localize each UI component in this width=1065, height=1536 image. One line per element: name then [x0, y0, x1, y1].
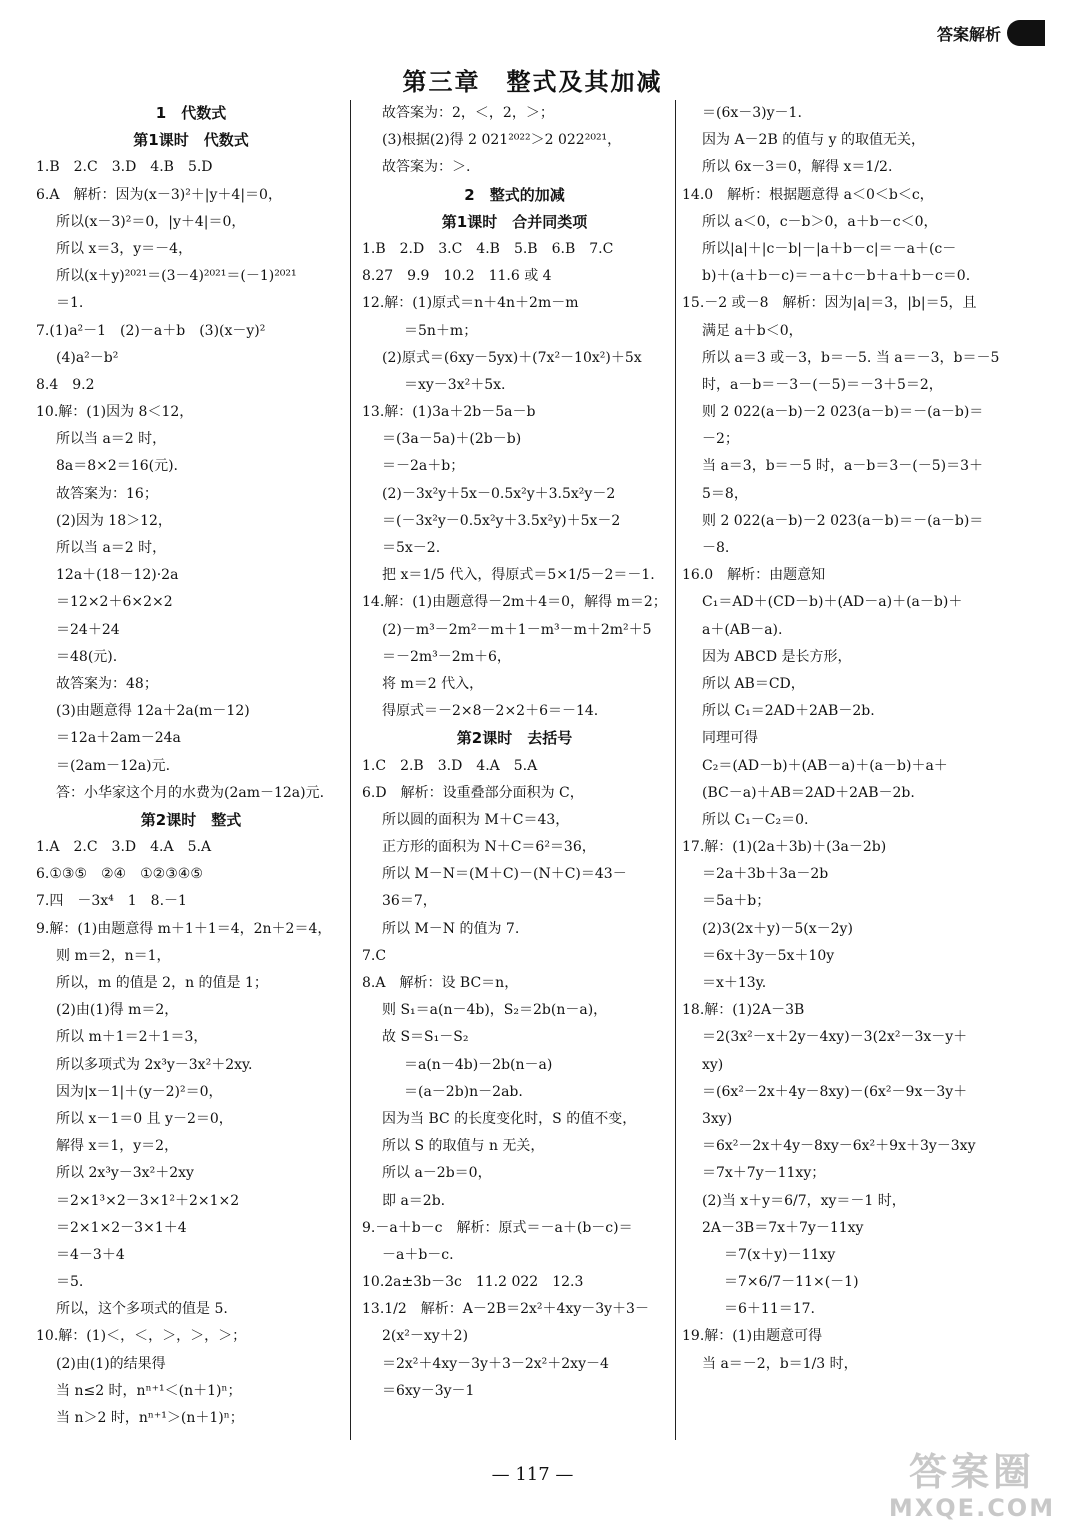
answer-line: 当 n≤2 时，nⁿ⁺¹＜(n＋1)ⁿ；	[56, 1382, 242, 1399]
answer-line: 1.A 2.C 3.D 4.A 5.A	[36, 839, 212, 856]
answer-line: ＝－2a＋b；	[382, 458, 465, 475]
answer-line: xy)	[702, 1056, 724, 1073]
answer-line: (2)由(1)得 m＝2，	[56, 1002, 179, 1019]
answer-line: 8.27 9.9 10.2 11.6 或 4	[362, 268, 552, 285]
answer-line: 满足 a＋b＜0，	[702, 322, 803, 339]
answer-line: ＝1.	[56, 295, 84, 312]
answer-line: C₂＝(AD－b)＋(AB－a)＋(a－b)＋a＋	[702, 757, 948, 774]
answer-line: 7.(1)a²－1 (2)－a＋b (3)(x－y)²	[36, 322, 266, 339]
answer-column-middle	[362, 100, 667, 1405]
answer-line: 9.解：(1)由题意得 m＋1＋1＝4，2n＋2＝4，	[36, 920, 332, 937]
answer-line: 所以(x－3)²＝0，|y＋4|＝0，	[56, 213, 246, 230]
watermark-text: 答案圈	[908, 1450, 1035, 1494]
answer-line: ＝a(n－4b)－2b(n－a)	[404, 1056, 553, 1073]
answer-line: 所以 a－2b＝0，	[382, 1165, 492, 1182]
answer-line: 所以 a＝3 或－3，b＝－5. 当 a＝－3，b＝－5	[702, 349, 1000, 366]
answer-line: ＝6xy－3y－1	[382, 1382, 475, 1399]
answer-line: 6.A 解析：因为(x－3)²＋|y＋4|＝0，	[36, 186, 282, 203]
answer-line: 因为|x－1|＋(y－2)²＝0，	[56, 1083, 223, 1100]
column-divider	[350, 100, 351, 1440]
answer-line: (BC－a)＋AB＝2AD＋2AB－2b.	[702, 784, 915, 801]
answer-line: ＝7(x＋y)－11xy	[724, 1246, 836, 1263]
answer-line: 12.解：(1)原式＝n＋4n＋2m－m	[362, 295, 579, 312]
answer-line: －8.	[702, 540, 730, 556]
answer-section-label: 答案解析	[936, 24, 1001, 44]
answer-line: ＝(6x²－2x＋4y－8xy)－(6x²－9x－3y＋	[702, 1083, 968, 1100]
answer-line: ＝2×1³×2－3×1²＋2×1×2	[56, 1192, 240, 1209]
answer-line: 所以 a＜0，c－b＞0，a＋b－c＜0，	[702, 213, 938, 230]
answer-line: ＝x＋13y.	[702, 975, 767, 991]
answer-line: ＝(3a－5a)＋(2b－b)	[382, 431, 522, 448]
answer-line: 12a＋(18－12)·2a	[56, 567, 179, 584]
answer-line: 所以 C₁－C₂＝0.	[702, 811, 809, 828]
answer-line: 所以多项式为 2x³y－3x²＋2xy.	[56, 1056, 253, 1073]
answer-line: 14.解：(1)由题意得－2m＋4＝0，解得 m＝2；	[362, 594, 667, 611]
answer-line: 解得 x＝1，y＝2，	[56, 1138, 179, 1155]
answer-line: ＝5.	[56, 1274, 84, 1291]
answer-line: (2)由(1)的结果得	[56, 1355, 166, 1372]
answer-line: ＝(－3x²y－0.5x²y＋3.5x²y)＋5x－2	[382, 512, 621, 529]
answer-line: 1.C 2.B 3.D 4.A 5.A	[362, 757, 538, 774]
answer-line: 17.解：(1)(2a＋3b)＋(3a－2b)	[682, 839, 887, 856]
answer-line: 答：小华家这个月的水费为(2am－12a)元.	[56, 784, 325, 801]
answer-line: 即 a＝2b.	[382, 1192, 446, 1209]
answer-line: 8a＝8×2＝16(元).	[56, 458, 178, 475]
answer-line: 1.B 2.D 3.C 4.B 5.B 6.B 7.C	[362, 240, 614, 257]
answer-line: 所以|a|＋|c－b|－|a＋b－c|＝－a＋(c－	[702, 240, 957, 257]
answer-line: (3)由题意得 12a＋2a(m－12)	[56, 703, 250, 720]
answer-line: 所以，m 的值是 2，n 的值是 1；	[56, 975, 268, 991]
answer-line: 故答案为：2，＜，2，＞；	[382, 105, 554, 121]
answer-line: ＝5n＋m；	[404, 322, 478, 339]
answer-line: 10.解：(1)因为 8＜12，	[36, 404, 194, 421]
lesson-heading: 第2课时 整式	[140, 810, 242, 829]
answer-line: (2)当 x＋y＝6/7，xy＝－1 时，	[702, 1192, 906, 1209]
answer-line: (2)因为 18＞12，	[56, 512, 172, 529]
answer-section-tag	[937, 20, 1045, 46]
answer-line: ＝2a＋3b＋3a－2b	[702, 866, 829, 883]
answer-line: 得原式＝－2×8－2×2＋6＝－14.	[382, 703, 599, 720]
answer-line: 因为 A－2B 的值与 y 的取值无关，	[702, 132, 926, 149]
answer-line: ＝5x－2.	[382, 540, 441, 556]
answer-line: (2)原式＝(6xy－5yx)＋(7x²－10x²)＋5x	[382, 349, 642, 366]
answer-line: 6.D 解析：设重叠部分面积为 C，	[362, 784, 584, 801]
answer-line: 10.解：(1)＜，＜，＞，＞，＞；	[36, 1328, 247, 1345]
answer-line: 所以当 a＝2 时，	[56, 540, 167, 556]
answer-column-left	[36, 100, 346, 1432]
answer-line: ＝12a＋2am－24a	[56, 730, 181, 747]
answer-line: 36＝7，	[382, 893, 437, 910]
answer-line: 1.B 2.C 3.D 4.B 5.D	[36, 159, 213, 176]
answer-line: 故答案为：＞.	[382, 159, 471, 176]
answer-line: ＝2×1×2－3×1＋4	[56, 1219, 187, 1236]
answer-line: 所以圆的面积为 M＋C＝43，	[382, 811, 570, 828]
answer-line: 所以 2x³y－3x²＋2xy	[56, 1165, 194, 1182]
answer-line: ＝4－3＋4	[56, 1246, 125, 1263]
answer-line: 7.四 －3x⁴ 1 8.－1	[36, 893, 187, 910]
watermark-logo	[887, 1450, 1057, 1530]
lesson-heading: 第2课时 去括号	[456, 729, 573, 748]
answer-line: 所以 C₁＝2AD＋2AB－2b.	[702, 703, 875, 720]
chapter-title: 第三章 整式及其加减	[402, 68, 663, 96]
answer-line: 13.解：(1)3a＋2b－5a－b	[362, 404, 536, 421]
answer-line: 所以 AB＝CD，	[702, 675, 805, 692]
tab-marker	[1007, 20, 1045, 46]
answer-line: 所以，这个多项式的值是 5.	[56, 1301, 228, 1318]
answer-line: 3xy)	[702, 1110, 733, 1127]
answer-line: 13.1/2 解析：A－2B＝2x²＋4xy－3y＋3－	[362, 1301, 649, 1318]
answer-line: ＝6x＋3y－5x＋10y	[702, 947, 835, 964]
answer-line: 所以 m＋1＝2＋1＝3，	[56, 1029, 208, 1046]
answer-line: ＝12×2＋6×2×2	[56, 594, 173, 611]
page-number: — 117 —	[491, 1464, 574, 1485]
answer-line: 当 a＝－2，b＝1/3 时，	[702, 1355, 858, 1372]
answer-line: 19.解：(1)由题意可得	[682, 1328, 823, 1345]
answer-line: 所以 M－N 的值为 7.	[382, 920, 520, 937]
answer-line: (3)根据(2)得 2 021²⁰²²＞2 022²⁰²¹，	[382, 132, 622, 149]
answer-line: 15.－2 或－8 解析：因为|a|＝3，|b|＝5，且	[682, 295, 977, 312]
answer-line: 2(x²－xy＋2)	[382, 1328, 469, 1345]
answer-line: ＝(a－2b)n－2ab.	[404, 1083, 523, 1100]
answer-line: 16.0 解析：由题意知	[682, 567, 826, 584]
answer-line: 8.A 解析：设 BC＝n，	[362, 975, 519, 991]
answer-line: 18.解：(1)2A－3B	[682, 1002, 805, 1019]
answer-line: 则 2 022(a－b)－2 023(a－b)＝－(a－b)＝	[702, 404, 984, 421]
answer-line: 所以 S 的取值与 n 无关，	[382, 1138, 545, 1155]
answer-line: (4)a²－b²	[56, 349, 119, 366]
answer-line: a＋(AB－a).	[702, 621, 783, 638]
answer-line: 7.C	[362, 947, 387, 964]
answer-line: 2A－3B＝7x＋7y－11xy	[702, 1219, 864, 1236]
answer-line: ＝6x²－2x＋4y－8xy－6x²＋9x＋3y－3xy	[702, 1138, 976, 1155]
answer-line: 当 a＝3，b＝－5 时，a－b＝3－(－5)＝3＋	[702, 458, 983, 475]
answer-line: ＝xy－3x²＋5x.	[404, 376, 506, 393]
answer-line: 8.4 9.2	[36, 376, 95, 393]
lesson-heading: 第1课时 合并同类项	[441, 212, 588, 231]
answer-line: 正方形的面积为 N＋C＝6²＝36，	[382, 839, 596, 856]
answer-line: 5＝8，	[702, 485, 748, 502]
answer-line: ＝－2m³－2m＋6，	[382, 648, 511, 665]
answer-line: 因为当 BC 的长度变化时，S 的值不变，	[382, 1110, 637, 1127]
answer-column-right	[682, 100, 1002, 1378]
answer-line: 将 m＝2 代入，	[382, 675, 484, 692]
section-heading: 2 整式的加减	[464, 185, 565, 204]
answer-line: 所以当 a＝2 时，	[56, 431, 167, 448]
answer-line: ＝7x＋7y－11xy；	[702, 1165, 826, 1182]
answer-line: 所以 6x－3＝0，解得 x＝1/2.	[702, 159, 893, 176]
answer-line: ＝5a＋b；	[702, 893, 771, 910]
column-divider	[675, 100, 676, 1440]
answer-line: 则 2 022(a－b)－2 023(a－b)＝－(a－b)＝	[702, 512, 984, 529]
answer-line: ＝7×6/7－11×(－1)	[724, 1274, 859, 1291]
answer-line: (2)3(2x＋y)－5(x－2y)	[702, 920, 853, 937]
answer-line: 6.①③⑤ ②④ ①②③④⑤	[36, 866, 203, 883]
section-heading: 1 代数式	[155, 104, 227, 122]
answer-line: ＝6＋11＝17.	[724, 1301, 815, 1318]
answer-line: ＝(2am－12a)元.	[56, 757, 171, 774]
answer-line: C₁＝AD＋(CD－b)＋(AD－a)＋(a－b)＋	[702, 594, 963, 611]
answer-line: 所以 x＝3，y＝－4，	[56, 240, 193, 257]
lesson-heading: 第1课时 代数式	[133, 131, 249, 150]
answer-line: 10.2a±3b－3c 11.2 022 12.3	[362, 1274, 584, 1291]
answer-line: ＝48(元).	[56, 648, 118, 665]
answer-line: ＝24＋24	[56, 621, 120, 638]
answer-line: 把 x＝1/5 代入，得原式＝5×1/5－2＝－1.	[382, 567, 655, 584]
answer-line: 故答案为：16；	[56, 485, 158, 502]
answer-line: 14.0 解析：根据题意得 a＜0＜b＜c，	[682, 186, 934, 203]
answer-line: 所以 x－1＝0 且 y－2＝0，	[56, 1110, 233, 1127]
answer-line: 9.－a＋b－c 解析：原式＝－a＋(b－c)＝	[362, 1219, 633, 1236]
answer-line: 因为 ABCD 是长方形，	[702, 648, 852, 665]
answer-line: b)＋(a＋b－c)＝－a＋c－b＋a＋b－c＝0.	[702, 268, 971, 285]
watermark-url: MXQE.COM	[888, 1494, 1056, 1522]
answer-line: 同理可得	[702, 730, 758, 747]
answer-line: 故 S＝S₁－S₂	[382, 1029, 469, 1046]
answer-line: ＝2x²＋4xy－3y＋3－2x²＋2xy－4	[382, 1355, 609, 1372]
answer-line: －a＋b－c.	[382, 1246, 454, 1263]
answer-line: 则 S₁＝a(n－4b)，S₂＝2b(n－a)，	[382, 1002, 608, 1019]
answer-line: 则 m＝2，n＝1，	[56, 947, 171, 964]
answer-line: (2)－3x²y＋5x－0.5x²y＋3.5x²y－2	[382, 485, 616, 502]
answer-line: ＝2(3x²－x＋2y－4xy)－3(2x²－3x－y＋	[702, 1029, 968, 1046]
answer-line: 时，a－b＝－3－(－5)＝－3＋5＝2，	[702, 376, 943, 393]
answer-line: 故答案为：48；	[56, 675, 158, 692]
answer-line: (2)－m³－2m²－m＋1－m³－m＋2m²＋5	[382, 621, 652, 638]
answer-line: 所以 M－N＝(M＋C)－(N＋C)＝43－	[382, 866, 627, 883]
answer-line: 当 n＞2 时，nⁿ⁺¹＞(n＋1)ⁿ；	[56, 1410, 244, 1426]
answer-line: －2；	[702, 431, 739, 448]
answer-line: ＝(6x－3)y－1.	[702, 105, 802, 121]
answer-line: 所以(x＋y)²⁰²¹＝(3－4)²⁰²¹＝(－1)²⁰²¹	[56, 268, 297, 285]
